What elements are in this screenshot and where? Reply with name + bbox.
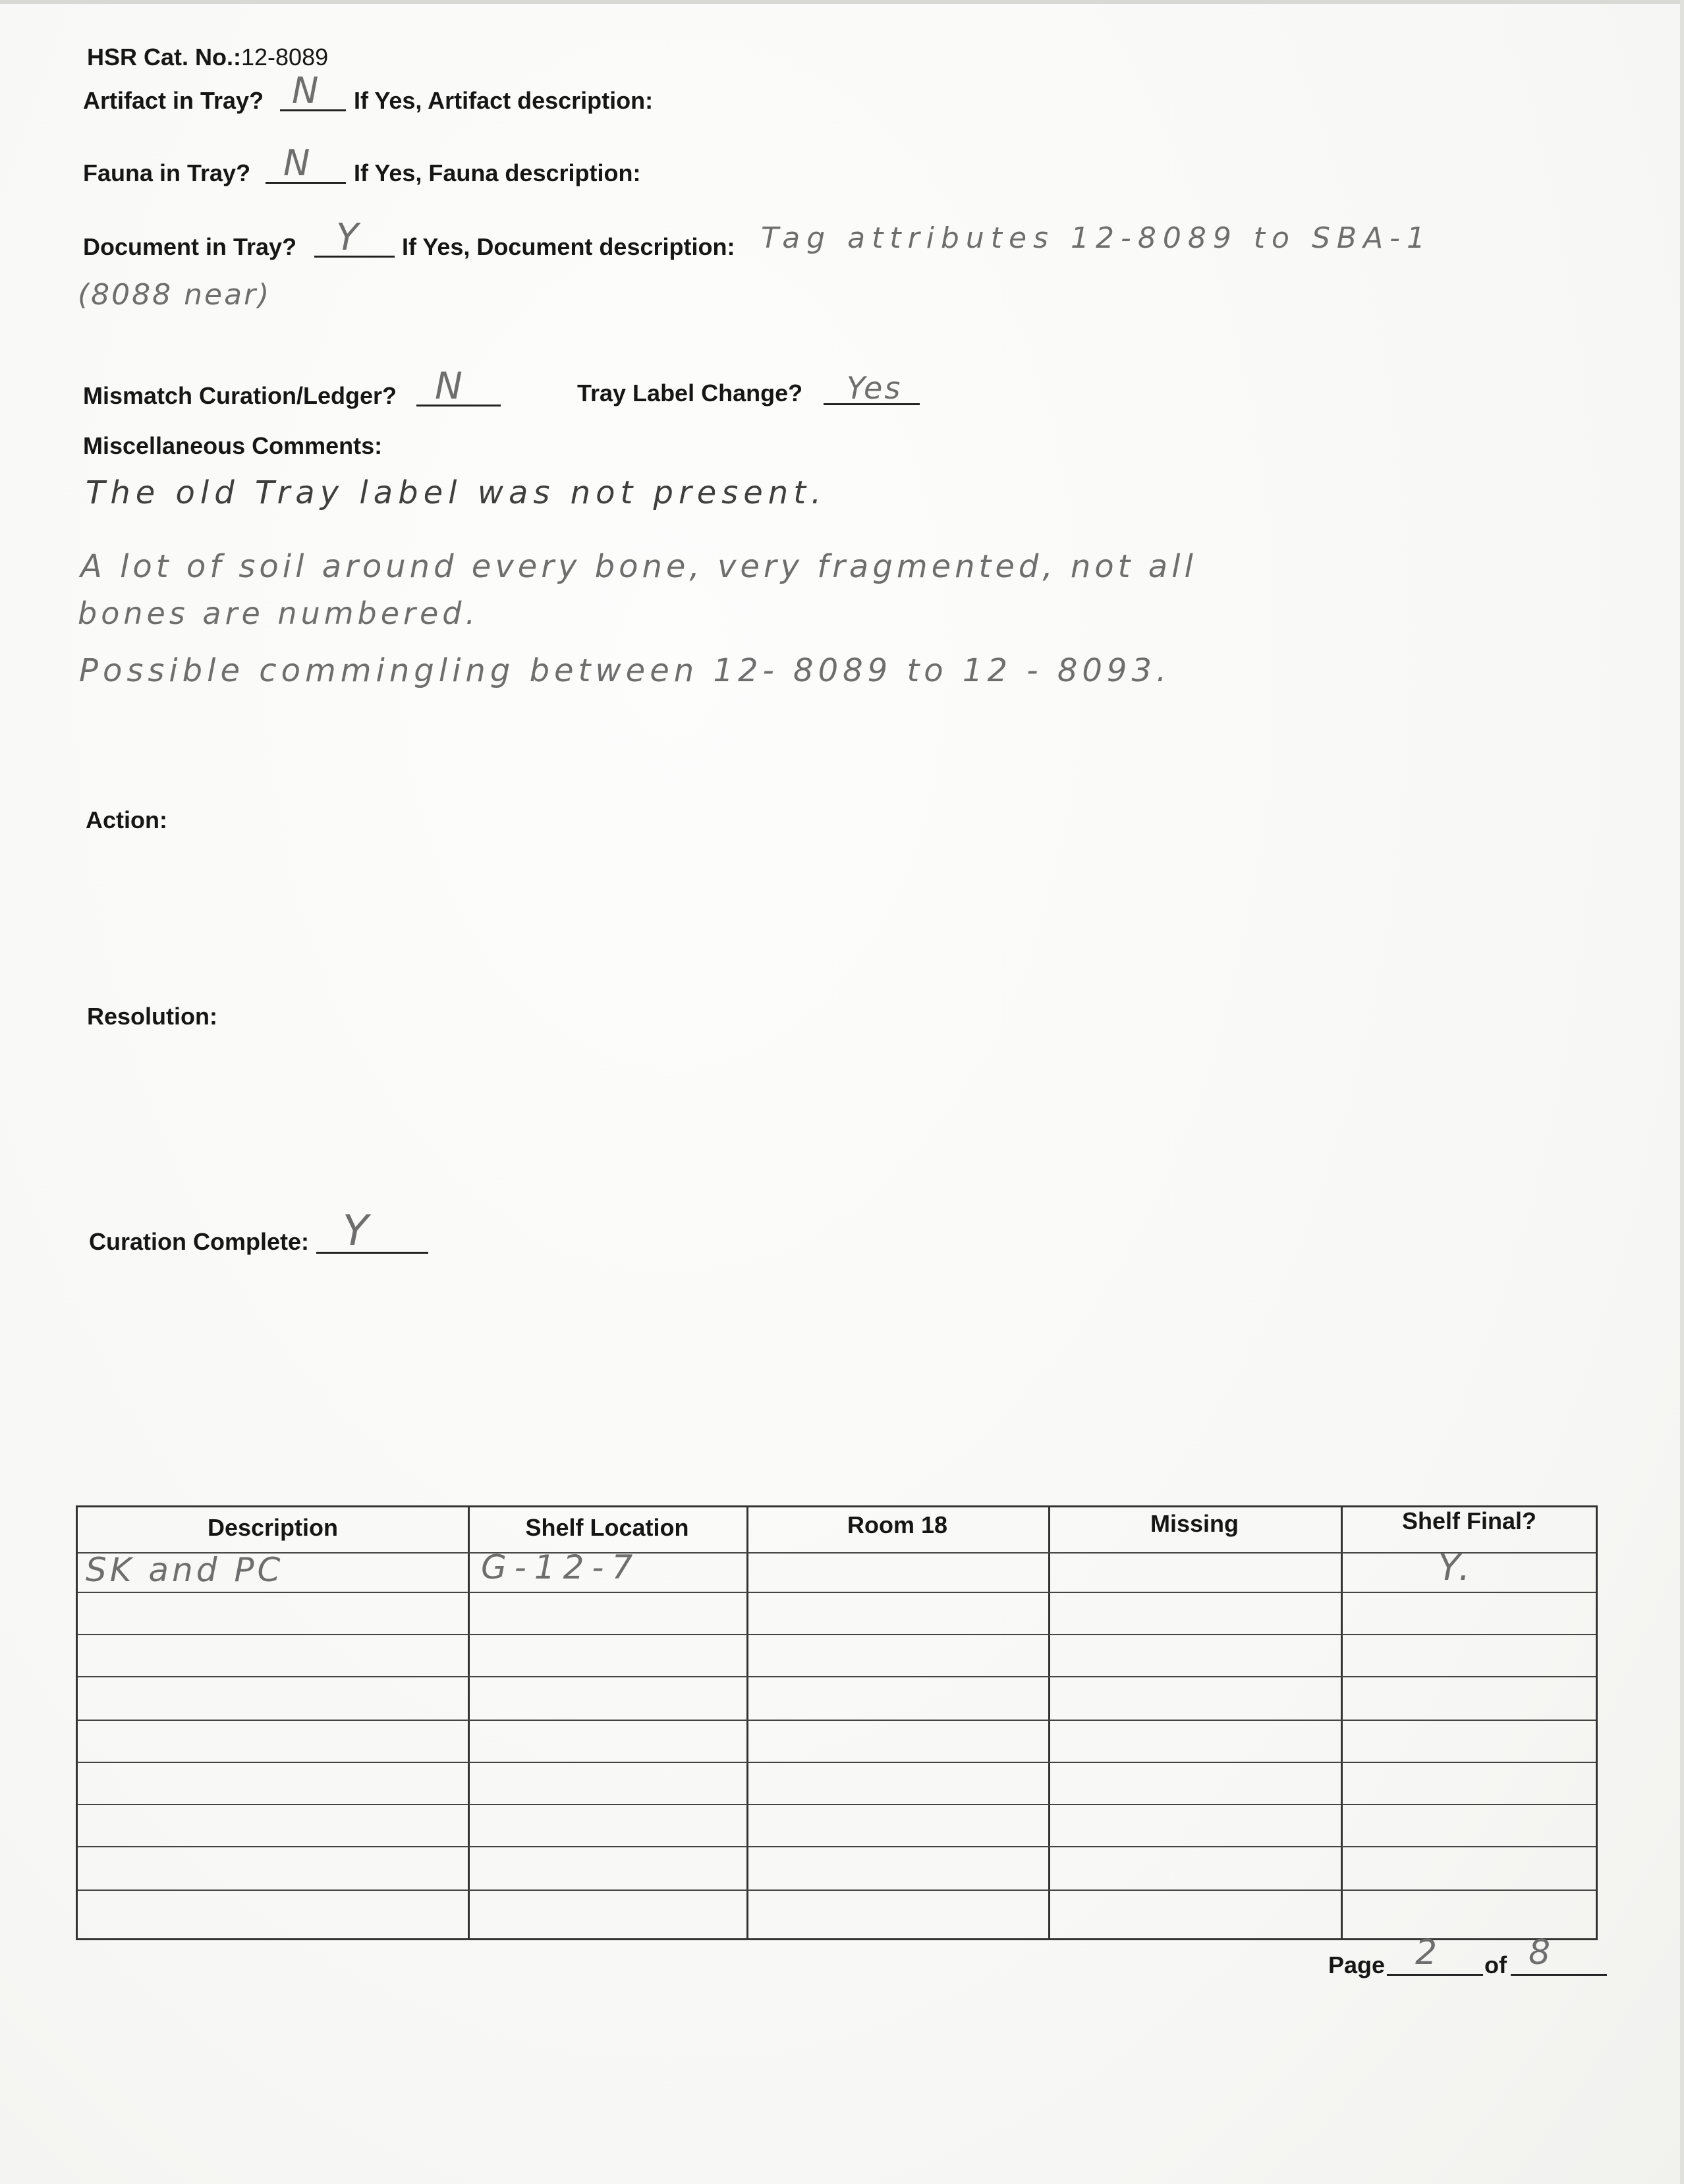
cat-no-value: 12-8089 [241,43,329,70]
comment-line-3: bones are numbered. [78,596,480,631]
header-room-18: Room 18 [847,1511,948,1538]
fauna-value: N [283,142,312,184]
cat-no-label: HSR Cat. No.: [87,43,241,70]
curation-complete-label: Curation Complete: [89,1228,310,1255]
table-row-divider [78,1676,1596,1677]
curation-complete-value: Y [343,1207,371,1256]
header-missing: Missing [1150,1510,1239,1537]
document-label: Document in Tray? [83,233,297,260]
document-desc-line2: (8088 near) [78,278,271,312]
action-label: Action: [86,806,167,833]
table-row-divider [78,1720,1596,1721]
curation-complete-blank[interactable] [316,1252,428,1254]
header-shelf-location: Shelf Location [525,1514,689,1541]
mismatch-value: N [435,365,464,408]
of-label: of [1484,1951,1507,1978]
table-row-divider [78,1552,1596,1554]
table-row-divider [78,1890,1596,1891]
paper-edge-right [1680,0,1684,2184]
document-desc-label: If Yes, Document description: [402,233,735,260]
fauna-desc-label: If Yes, Fauna description: [354,159,641,186]
row1-shelf-final: Y. [1438,1547,1474,1588]
header-description: Description [207,1514,339,1541]
comment-line-1: The old Tray label was not present. [86,474,827,511]
resolution-label: Resolution: [87,1003,217,1030]
comment-line-2: A lot of soil around every bone, very fragmented, not all [80,548,1197,585]
table-col-divider [746,1507,748,1938]
fauna-label: Fauna in Tray? [83,159,251,186]
table-col-divider [468,1507,470,1938]
comment-line-4: Possible commingling between 12- 8089 to 12 - 8093. [79,652,1171,689]
table-row-divider [78,1592,1596,1593]
row1-shelf-location: G-12-7 [481,1548,641,1586]
of-blank[interactable] [1511,1974,1607,1976]
table-col-divider [1341,1507,1343,1938]
tray-label-change-value: Yes [847,370,903,406]
artifact-label: Artifact in Tray? [83,87,264,114]
artifact-value: N [292,70,321,111]
document-value: Y [336,216,361,259]
artifact-desc-label: If Yes, Artifact description: [354,87,654,114]
inventory-table [76,1505,1598,1940]
document-desc-line1: Tag attributes 12-8089 to SBA-1 [761,221,1432,255]
mismatch-label: Mismatch Curation/Ledger? [83,382,397,409]
misc-comments-label: Miscellaneous Comments: [83,432,383,459]
row1-description: SK and PC [86,1551,284,1589]
table-row-divider [78,1762,1596,1763]
page-label: Page [1328,1951,1386,1978]
page-value: 2 [1415,1933,1440,1973]
table-row-divider [78,1846,1596,1847]
table-row-divider [78,1804,1596,1805]
header-shelf-final: Shelf Final? [1401,1507,1536,1534]
page-blank[interactable] [1387,1974,1483,1976]
paper-edge-top [0,0,1684,4]
cat-no-field [87,43,328,71]
tray-label-change-label: Tray Label Change? [577,379,803,406]
table-col-divider [1048,1507,1050,1938]
of-value: 8 [1529,1933,1553,1973]
table-row-divider [78,1634,1596,1635]
